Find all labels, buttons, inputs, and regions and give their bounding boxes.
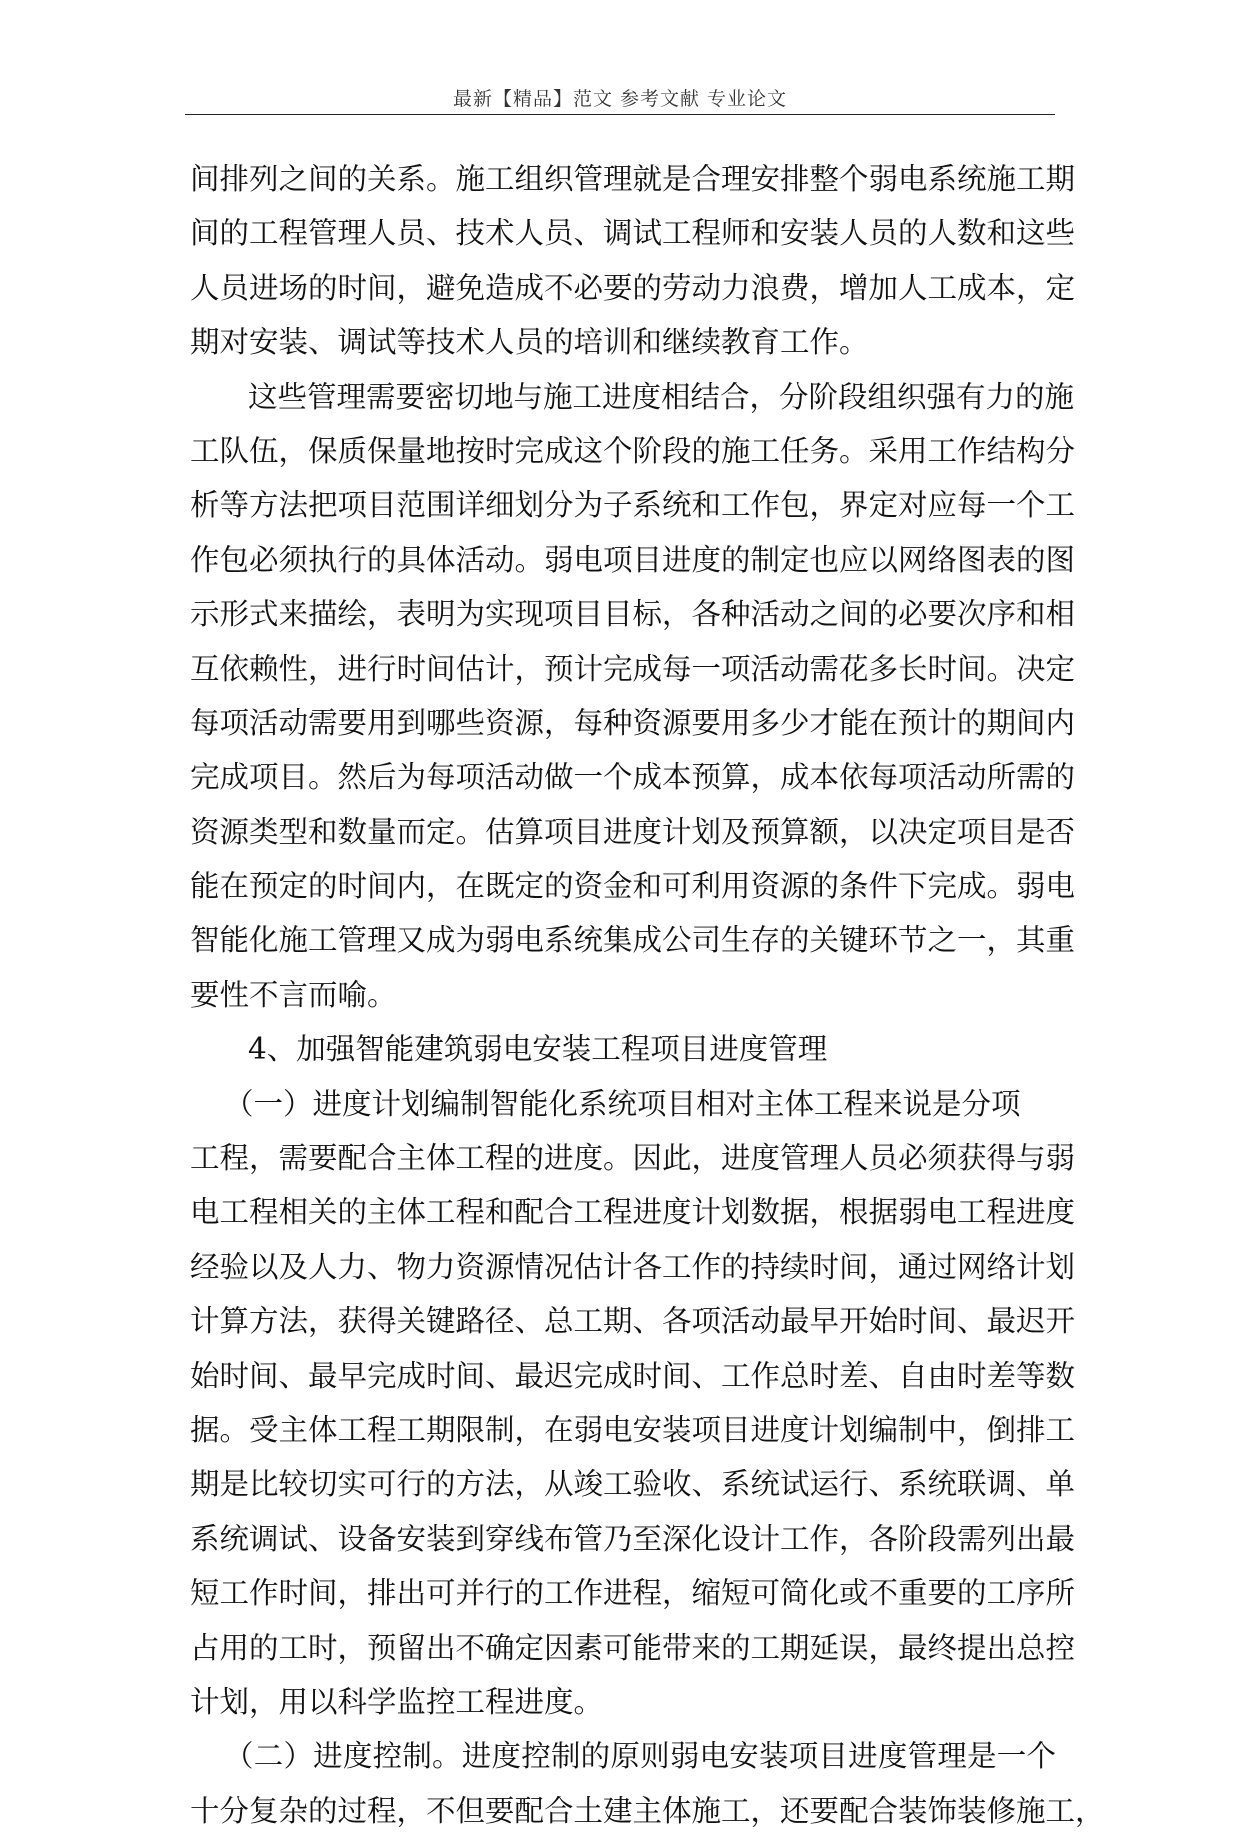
text-line: 短工作时间，排出可并行的工作进程，缩短可简化或不重要的工序所 bbox=[190, 1576, 1076, 1611]
header-divider bbox=[185, 114, 1055, 115]
text-line: （一）进度计划编制智能化系统项目相对主体工程来说是分项 bbox=[224, 1086, 1021, 1121]
text-line: 期对安装、调试等技术人员的培训和继续教育工作。 bbox=[190, 325, 869, 360]
text-line: 能在预定的时间内，在既定的资金和可利用资源的条件下完成。弱电 bbox=[190, 869, 1076, 904]
text-line: 互依赖性，进行时间估计，预计完成每一项活动需花多长时间。决定 bbox=[190, 651, 1076, 686]
text-line: 作包必须执行的具体活动。弱电项目进度的制定也应以网络图表的图 bbox=[190, 542, 1076, 577]
text-line: 间排列之间的关系。施工组织管理就是合理安排整个弱电系统施工期 bbox=[190, 162, 1076, 196]
text-line: 要性不言而喻。 bbox=[190, 977, 397, 1012]
text-line: 计算方法，获得关键路径、总工期、各项活动最早开始时间、最迟开 bbox=[190, 1304, 1076, 1339]
text-line: 完成项目。然后为每项活动做一个成本预算，成本依每项活动所需的 bbox=[190, 760, 1076, 795]
text-line: 资源类型和数量而定。估算项目进度计划及预算额，以决定项目是否 bbox=[190, 814, 1076, 849]
text-line: 4、加强智能建筑弱电安装工程项目进度管理 bbox=[248, 1032, 828, 1067]
text-line: 工程，需要配合主体工程的进度。因此，进度管理人员必须获得与弱 bbox=[190, 1141, 1076, 1176]
text-line: 析等方法把项目范围详细划分为子系统和工作包，界定对应每一个工 bbox=[190, 488, 1076, 523]
page-header: 最新【精品】范文 参考文献 专业论文 bbox=[452, 88, 788, 110]
text-line: 这些管理需要密切地与施工进度相结合，分阶段组织强有力的施 bbox=[248, 379, 1075, 414]
text-line: 智能化施工管理又成为弱电系统集成公司生存的关键环节之一，其重 bbox=[190, 923, 1076, 958]
text-line: 据。受主体工程工期限制，在弱电安装项目进度计划编制中，倒排工 bbox=[190, 1412, 1076, 1447]
text-line: 工队伍，保质保量地按时完成这个阶段的施工任务。采用工作结构分 bbox=[190, 433, 1076, 468]
text-line: 经验以及人力、物力资源情况估计各工作的持续时间，通过网络计划 bbox=[190, 1249, 1076, 1284]
text-line: 期是比较切实可行的方法，从竣工验收、系统试运行、系统联调、单 bbox=[190, 1467, 1076, 1502]
text-line: （二）进度控制。进度控制的原则弱电安装项目进度管理是一个 bbox=[224, 1739, 1056, 1774]
text-line: 示形式来描绘，表明为实现项目目标，各种活动之间的必要次序和相 bbox=[190, 597, 1076, 632]
text-line: 占用的工时，预留出不确定因素可能带来的工期延误，最终提出总控 bbox=[190, 1630, 1076, 1665]
document-body bbox=[190, 152, 1105, 1838]
text-line: 计划，用以科学监控工程进度。 bbox=[190, 1684, 604, 1719]
text-line: 始时间、最早完成时间、最迟完成时间、工作总时差、自由时差等数 bbox=[190, 1358, 1076, 1393]
text-line: 电工程相关的主体工程和配合工程进度计划数据，根据弱电工程进度 bbox=[190, 1195, 1076, 1230]
text-line: 每项活动需要用到哪些资源，每种资源要用多少才能在预计的期间内 bbox=[190, 705, 1076, 740]
text-line: 十分复杂的过程，不但要配合土建主体施工，还要配合装饰装修施工， bbox=[190, 1793, 1105, 1828]
text-line: 人员进场的时间，避免造成不必要的劳动力浪费，增加人工成本，定 bbox=[190, 270, 1076, 305]
text-line: 系统调试、设备安装到穿线布管乃至深化设计工作，各阶段需列出最 bbox=[190, 1521, 1076, 1556]
text-line: 间的工程管理人员、技术人员、调试工程师和安装人员的人数和这些 bbox=[190, 216, 1076, 251]
